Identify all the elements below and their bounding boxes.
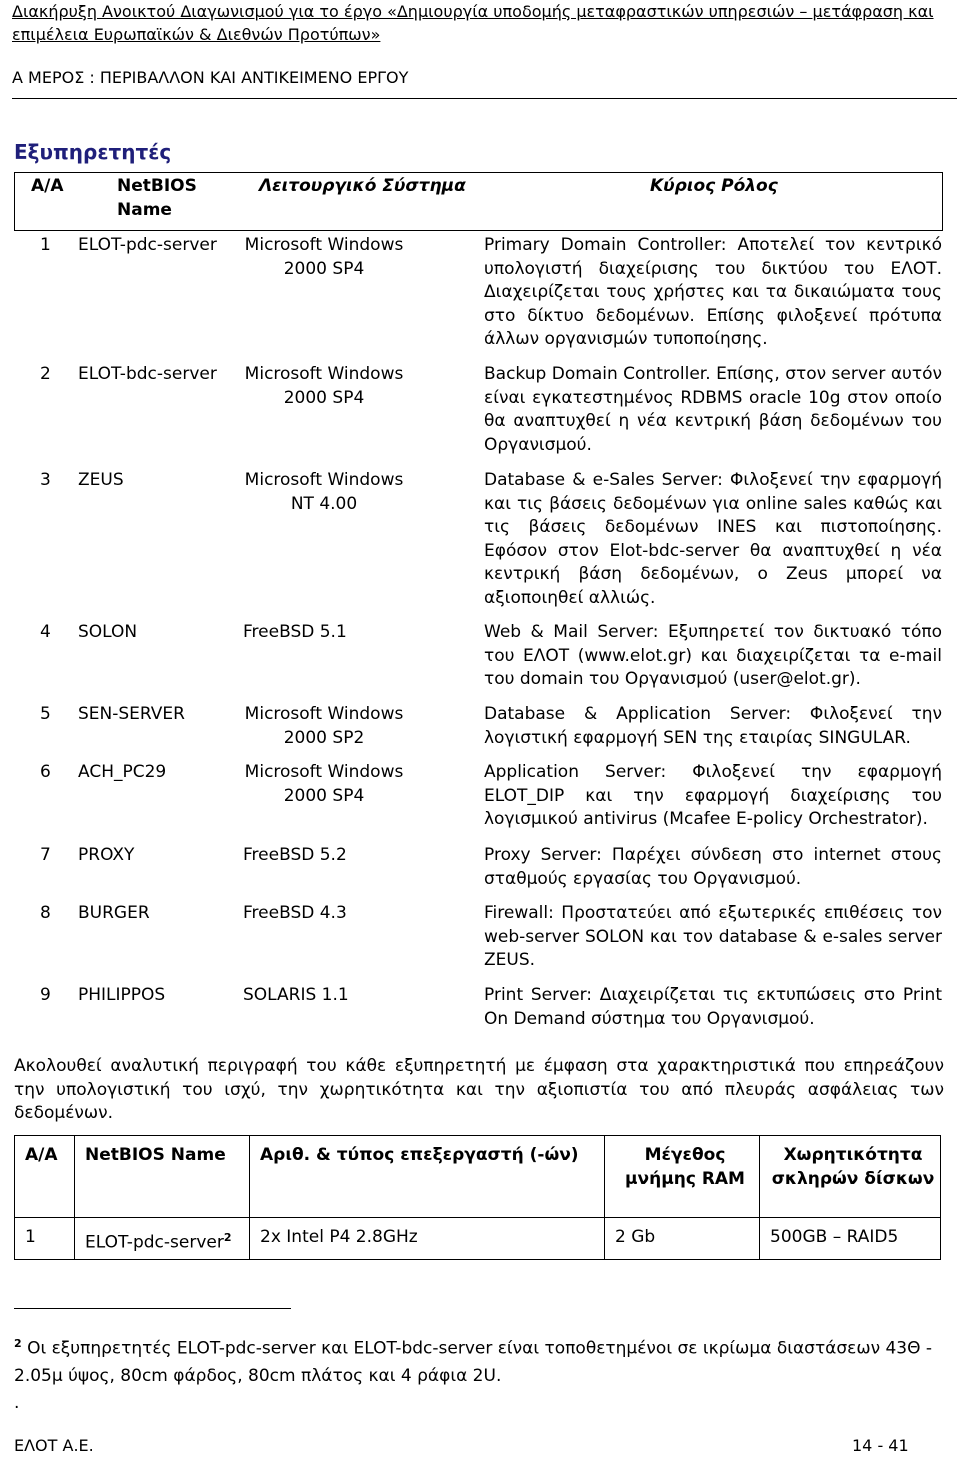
specs-header-row: [15, 1136, 941, 1218]
row-os: Microsoft Windows 2000 SP4: [244, 762, 404, 806]
specs-header-disk: Χωρητικότητα σκληρών δίσκων: [760, 1136, 941, 1218]
footnote-text: Οι εξυπηρετητές ELOT-pdc-server και ELOT-bdc-server είναι τοποθετημένοι σε ικρίωμα διαστάσεων 43Θ - 2.05μ ύψος, 80cm φάρδος, 80cm πλάτος και 4 ράφια 2U.: [14, 1338, 933, 1386]
row-role: Primary Domain Controller: Αποτελεί τον κεντρικό υπολογιστή διαχείρισης του δικτύου του ΕΛΟΤ. Διαχειρίζεται τους χρήστες και τα δικαιώματα τους στο δίκτυο δεδομένων. Επίσης φιλοξενεί πρότυπα άλλων οργανισμών τυποποίησης.: [484, 235, 942, 349]
footnote-divider: [14, 1308, 291, 1309]
row-aa: 9: [40, 985, 51, 1005]
row-role: Database & e-Sales Server: Φιλοξενεί την εφαρμογή και τις βάσεις δεδομένων για online sales καθώς και τις βάσεις δεδομένων INES και πιστοποίησης. Εφόσον στον Elot-bdc-server θα αναπτυχθεί η νέα κεντρική βάση δεδομένων, ο Zeus μπορεί να αξιοποιηθεί αλλιώς.: [484, 470, 942, 608]
specs-header-netbios: NetBIOS Name: [75, 1136, 250, 1218]
row-role: Print Server: Διαχειρίζεται τις εκτυπώσεις στο Print On Demand σύστημα του Οργανισμού.: [484, 985, 942, 1029]
row-aa: 7: [40, 845, 51, 865]
row-netbios-name: ELOT-pdc-server: [78, 235, 217, 255]
row-os: FreeBSD 5.2: [243, 845, 347, 865]
specs-disk: 500GB – RAID5: [760, 1218, 941, 1260]
description-paragraph: Ακολουθεί αναλυτική περιγραφή του κάθε εξυπηρετητή με έμφαση στα χαρακτηριστικά που επηρεάζουν την υπολογιστική του ισχύ, την χωρητικότητα και την αξιοπιστία του από πλευράς ασφάλειας των δεδομένων.: [14, 1056, 944, 1123]
header-netbios: NetBIOS Name: [117, 176, 197, 220]
row-role: Proxy Server: Παρέχει σύνδεση στο internet στους σταθμούς εργασίας του Οργανισμού.: [484, 845, 942, 889]
document-header-title: Διακήρυξη Ανοικτού Διαγωνισμού για το έργο «Δημιουργία υποδομής μεταφραστικών υπηρεσιών – μετάφραση και επιμέλεια Ευρωπαϊκών & Διεθνών Προτύπων»: [12, 2, 934, 44]
row-role: Firewall: Προστατεύει από εξωτερικές επιθέσεις τον web-server SOLON και τον database & e-sales server ZEUS.: [484, 903, 942, 970]
row-os: Microsoft Windows 2000 SP2: [244, 704, 404, 748]
table-row: [15, 1218, 941, 1260]
row-aa: 5: [40, 704, 51, 724]
specs-cpu: 2x Intel P4 2.8GHz: [250, 1218, 605, 1260]
header-os: Λειτουργικό Σύστημα: [259, 176, 466, 196]
footnote: [14, 1330, 949, 1417]
row-role: Web & Mail Server: Εξυπηρετεί τον δικτυακό τόπο του ΕΛΟΤ (www.elot.gr) και διαχειρίζεται τα e-mail του domain του Οργανισμού (user@elot.gr).: [484, 622, 942, 689]
row-aa: 8: [40, 903, 51, 923]
row-os: SOLARIS 1.1: [243, 985, 349, 1005]
row-os: FreeBSD 5.1: [243, 622, 347, 642]
specs-header-ram: Μέγεθος μνήμης RAM: [605, 1136, 760, 1218]
row-role: Database & Application Server: Φιλοξενεί την λογιστική εφαρμογή SEN της εταιρίας SINGULAR.: [484, 704, 942, 748]
header-role: Κύριος Ρόλος: [650, 176, 778, 196]
specs-netbios-name: [75, 1218, 250, 1260]
row-netbios-name: SEN-SERVER: [78, 704, 185, 724]
row-role: Backup Domain Controller. Επίσης, στον server αυτόν είναι εγκατεστημένος RDBMS oracle 10g στον οποίο θα αναπτυχθεί η νέα κεντρική βάση δεδομένων του Οργανισμού.: [484, 364, 942, 455]
row-netbios-name: ACH_PC29: [78, 762, 167, 782]
row-netbios-name: BURGER: [78, 903, 150, 923]
header-aa: Α/Α: [31, 176, 64, 196]
server-specs-table: [14, 1135, 941, 1260]
footer-organization: ΕΛΟΤ Α.Ε.: [14, 1436, 94, 1455]
specs-header-aa: Α/Α: [15, 1136, 75, 1218]
header-divider: [12, 98, 957, 99]
row-netbios-name: ELOT-bdc-server: [78, 364, 217, 384]
row-os: Microsoft Windows NT 4.00: [244, 470, 404, 514]
row-role: Application Server: Φιλοξενεί την εφαρμογή ELOT_DIP και την εφαρμογή διαχείρισης του λογισμικού antivirus (Mcafee E-policy Orchestrator).: [484, 762, 942, 829]
row-netbios-name: SOLON: [78, 622, 138, 642]
specs-ram: 2 Gb: [605, 1218, 760, 1260]
specs-header-cpu: Αριθ. & τύπος επεξεργαστή (-ών): [250, 1136, 605, 1218]
specs-netbios-text: ELOT-pdc-server: [85, 1232, 224, 1253]
row-aa: 3: [40, 470, 51, 490]
row-os: Microsoft Windows 2000 SP4: [244, 235, 404, 279]
row-os: FreeBSD 4.3: [243, 903, 347, 923]
footnote-mark: 2: [14, 1337, 22, 1350]
row-aa: 4: [40, 622, 51, 642]
row-netbios-name: PROXY: [78, 845, 135, 865]
row-aa: 2: [40, 364, 51, 384]
row-aa: 6: [40, 762, 51, 782]
footer-page-number: 14 - 41: [852, 1436, 909, 1455]
row-netbios-name: PHILIPPOS: [78, 985, 166, 1005]
row-os: Microsoft Windows 2000 SP4: [244, 364, 404, 408]
row-aa: 1: [40, 235, 51, 255]
footnote-trailing: .: [14, 1392, 20, 1413]
row-netbios-name: ZEUS: [78, 470, 124, 490]
document-part-title: Α ΜΕΡΟΣ : ΠΕΡΙΒΑΛΛΟΝ ΚΑΙ ΑΝΤΙΚΕΙΜΕΝΟ ΕΡΓΟΥ: [12, 68, 409, 87]
section-title: Εξυπηρετητές: [14, 140, 172, 164]
specs-aa: 1: [15, 1218, 75, 1260]
footnote-ref: 2: [223, 1231, 232, 1244]
